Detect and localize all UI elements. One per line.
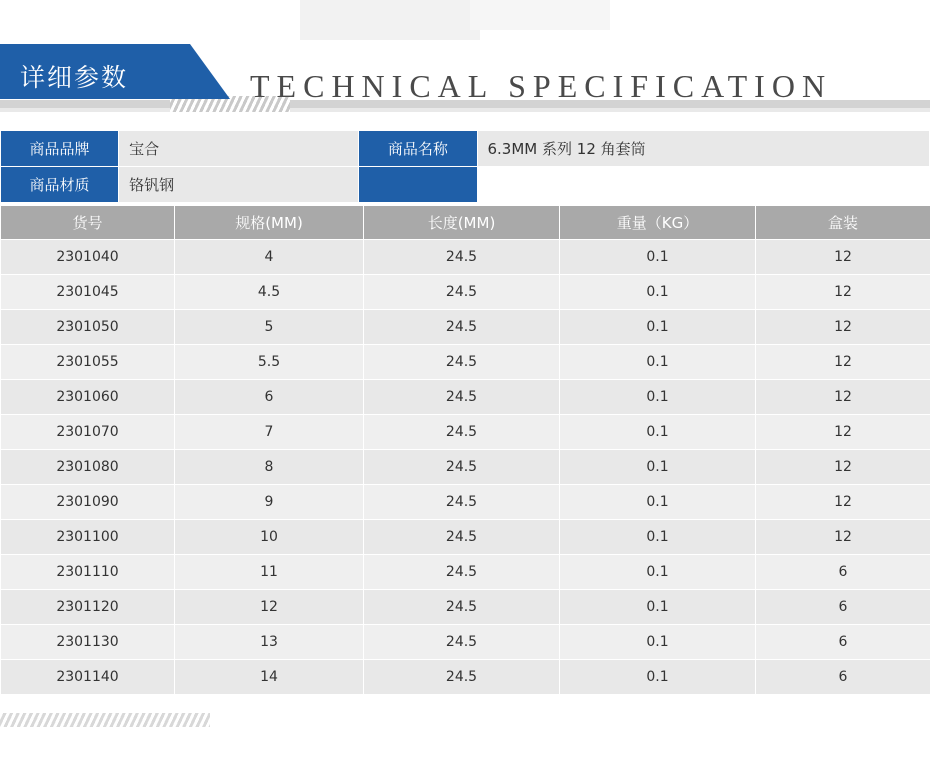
cell-length: 24.5 [364,520,560,555]
cell-size: 13 [175,625,364,660]
product-info-table [0,130,930,203]
cell-weight: 0.1 [560,240,756,275]
cell-box-qty: 12 [756,275,930,310]
cell-box-qty: 6 [756,660,930,695]
cell-size: 7 [175,415,364,450]
cell-length: 24.5 [364,345,560,380]
cell-weight: 0.1 [560,310,756,345]
cell-size: 8 [175,450,364,485]
table-row [1,345,930,380]
column-header-length: 长度(MM) [364,206,560,240]
column-header-weight: 重量（KG） [560,206,756,240]
table-row [1,380,930,415]
cell-size: 5 [175,310,364,345]
cell-size: 14 [175,660,364,695]
cell-box-qty: 6 [756,625,930,660]
cell-length: 24.5 [364,555,560,590]
cell-item-no: 2301120 [1,590,175,625]
cell-length: 24.5 [364,590,560,625]
cell-item-no: 2301060 [1,380,175,415]
cell-size: 4.5 [175,275,364,310]
cell-length: 24.5 [364,415,560,450]
cell-length: 24.5 [364,625,560,660]
cell-size: 5.5 [175,345,364,380]
table-row [1,555,930,590]
cell-weight: 0.1 [560,450,756,485]
info-label-material: 商品材质 [1,167,119,203]
column-header-item-no: 货号 [1,206,175,240]
decorative-shape-2 [470,0,610,30]
table-row [1,485,930,520]
cell-size: 9 [175,485,364,520]
info-value-material: 铬钒钢 [119,167,359,203]
cell-length: 24.5 [364,450,560,485]
footer-strip [0,695,930,740]
table-row [1,520,930,555]
page-header [0,0,930,130]
cell-size: 12 [175,590,364,625]
cell-length: 24.5 [364,660,560,695]
column-header-box-qty: 盒装 [756,206,930,240]
cell-weight: 0.1 [560,520,756,555]
cell-item-no: 2301130 [1,625,175,660]
cell-item-no: 2301090 [1,485,175,520]
table-row [1,415,930,450]
footer-hatch-pattern [0,713,210,727]
cell-size: 6 [175,380,364,415]
cell-item-no: 2301110 [1,555,175,590]
cell-item-no: 2301080 [1,450,175,485]
cell-weight: 0.1 [560,345,756,380]
cell-size: 11 [175,555,364,590]
cell-size: 10 [175,520,364,555]
table-row [1,240,930,275]
info-value-brand: 宝合 [119,131,359,167]
cell-box-qty: 12 [756,415,930,450]
cell-box-qty: 12 [756,380,930,415]
cell-weight: 0.1 [560,485,756,520]
cell-length: 24.5 [364,275,560,310]
table-row [1,275,930,310]
info-value-product-name: 6.3MM 系列 12 角套筒 [477,131,930,167]
cell-box-qty: 12 [756,485,930,520]
cell-item-no: 2301050 [1,310,175,345]
cell-item-no: 2301040 [1,240,175,275]
specification-table [0,205,930,695]
cell-item-no: 2301045 [1,275,175,310]
cell-box-qty: 12 [756,310,930,345]
cell-box-qty: 6 [756,590,930,625]
cell-item-no: 2301100 [1,520,175,555]
table-header-row [1,206,930,240]
cell-box-qty: 12 [756,240,930,275]
cell-weight: 0.1 [560,380,756,415]
cell-item-no: 2301070 [1,415,175,450]
info-label-product-name: 商品名称 [359,131,477,167]
cell-length: 24.5 [364,310,560,345]
table-row [1,660,930,695]
info-value-empty [477,167,930,203]
cell-weight: 0.1 [560,625,756,660]
cell-weight: 0.1 [560,415,756,450]
cell-weight: 0.1 [560,590,756,625]
cell-item-no: 2301140 [1,660,175,695]
table-row [1,625,930,660]
info-row [1,167,930,203]
column-header-size: 规格(MM) [175,206,364,240]
cell-box-qty: 12 [756,345,930,380]
info-label-brand: 商品品牌 [1,131,119,167]
cell-box-qty: 6 [756,555,930,590]
info-row [1,131,930,167]
info-label-empty [359,167,477,203]
cell-weight: 0.1 [560,555,756,590]
page-title: TECHNICAL SPECIFICATION [250,68,833,104]
cell-size: 4 [175,240,364,275]
cell-item-no: 2301055 [1,345,175,380]
header-rule-thin [0,108,930,112]
table-row [1,590,930,625]
cell-length: 24.5 [364,485,560,520]
cell-box-qty: 12 [756,520,930,555]
cell-box-qty: 12 [756,450,930,485]
cell-length: 24.5 [364,380,560,415]
cell-length: 24.5 [364,240,560,275]
section-badge-label: 详细参数 [20,63,129,92]
cell-weight: 0.1 [560,660,756,695]
cell-weight: 0.1 [560,275,756,310]
decorative-shape-1 [300,0,480,40]
table-row [1,450,930,485]
table-row [1,310,930,345]
